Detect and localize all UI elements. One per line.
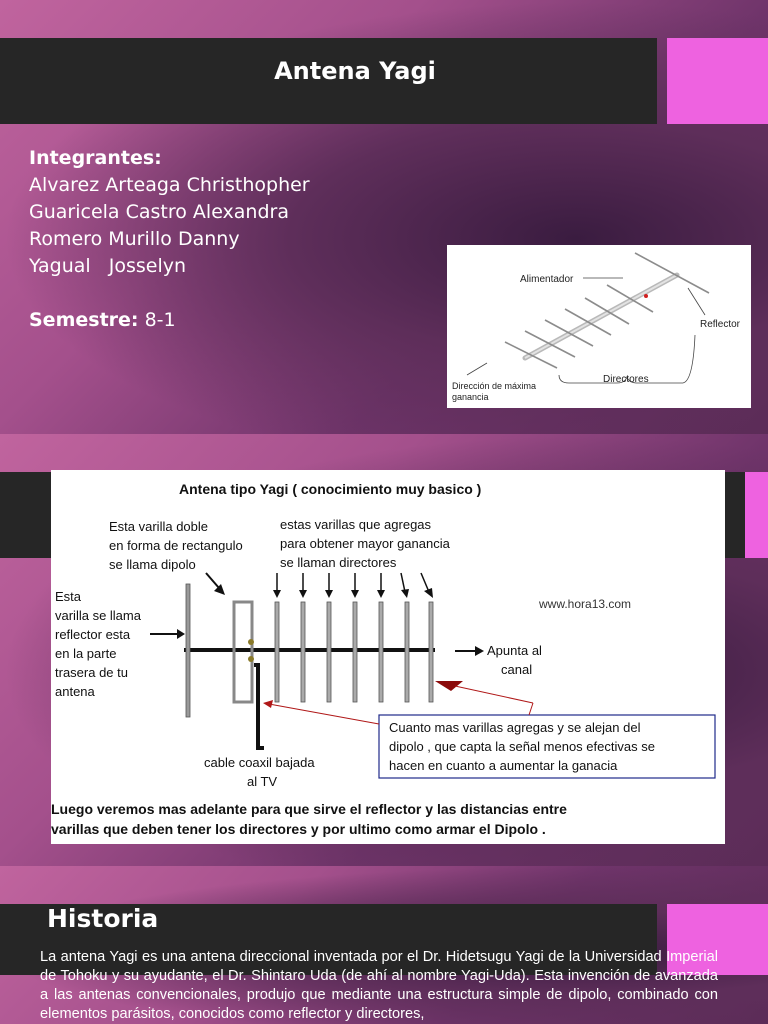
- yagi-diagram: [51, 470, 725, 844]
- apunta-text-2: canal: [501, 662, 533, 677]
- integrantes-label: Integrantes:: [29, 147, 162, 169]
- reflector-text-1: Esta: [55, 589, 82, 604]
- semestre-value: 8-1: [144, 309, 176, 331]
- box-text-3: hacen en cuanto a aumentar la ganacia: [389, 758, 618, 773]
- historia-paragraph: La antena Yagi es una antena direccional inventada por el Dr. Hidetsugu Yagi de la Universidad Imperial de Tohoku y su ayudante, el Dr. Shintaro Uda (de ahí al nombre Yagi-Uda). Esta invención de avanzada a las antenas convencionales, produjo que mediante una estructura simple de dipolo, combinado con elementos parásitos, conocidos como reflector y directores,: [40, 949, 718, 1022]
- member-name: Yagual Josselyn: [29, 255, 187, 277]
- cable-text-2: al TV: [247, 774, 278, 789]
- semestre-line: [29, 307, 176, 334]
- directores-text-1: estas varillas que agregas: [280, 517, 432, 532]
- yagi-figure: [447, 245, 751, 408]
- accent-block: [745, 472, 768, 558]
- slide-2: [0, 434, 768, 866]
- directores-text-2: para obtener mayor ganancia: [280, 536, 450, 551]
- dipolo-text-3: se llama dipolo: [109, 557, 196, 572]
- label-reflector: Reflector: [700, 319, 741, 330]
- label-direccion-2: ganancia: [452, 392, 489, 402]
- reflector-text-4: en la parte: [55, 646, 117, 661]
- apunta-text-1: Apunta al: [487, 643, 542, 658]
- slide-1: [0, 0, 768, 434]
- right-band: [725, 472, 745, 558]
- section-title: Historia: [47, 904, 159, 933]
- label-alimentador: Alimentador: [520, 274, 574, 285]
- reflector-text-6: antena: [55, 684, 95, 699]
- member-name: Romero Murillo Danny: [29, 228, 240, 250]
- box-text-1: Cuanto mas varillas agregas y se alejan del: [389, 720, 641, 735]
- footer-text-1: Luego veremos mas adelante para que sirve el reflector y las distancias entre: [51, 801, 567, 817]
- website-text: www.hora13.com: [539, 597, 632, 611]
- directores-text-3: se llaman directores: [280, 555, 397, 570]
- semestre-label: Semestre:: [29, 309, 139, 331]
- slide-title: Antena Yagi: [274, 57, 436, 85]
- label-direccion-1: Dirección de máxima: [452, 381, 537, 391]
- dipolo-text-2: en forma de rectangulo: [109, 538, 243, 553]
- footer-text-2: varillas que deben tener los directores y por ultimo como armar el Dipolo .: [51, 821, 546, 837]
- cable-text-1: cable coaxil bajada: [204, 755, 315, 770]
- slide-3: [0, 866, 768, 1024]
- dipolo-text-1: Esta varilla doble: [109, 519, 208, 534]
- left-band: [0, 472, 52, 558]
- member-name: Alvarez Arteaga Christhopher: [29, 174, 310, 196]
- diagram-title: Antena tipo Yagi ( conocimiento muy basico ): [179, 481, 482, 497]
- reflector-text-3: reflector esta: [55, 627, 131, 642]
- box-text-2: dipolo , que capta la señal menos efectivas se: [389, 739, 655, 754]
- member-name: Guaricela Castro Alexandra: [29, 201, 289, 223]
- label-directores: Directores: [603, 374, 649, 385]
- reflector-text-5: trasera de tu: [55, 665, 128, 680]
- reflector-text-2: varilla se llama: [55, 608, 141, 623]
